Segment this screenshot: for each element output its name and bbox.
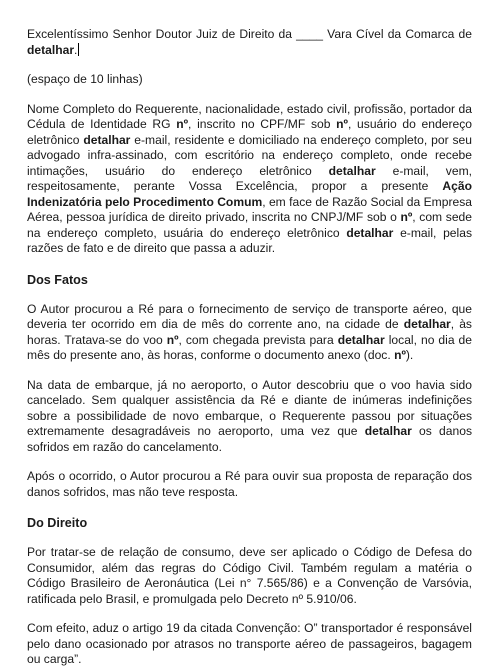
text-cursor [78, 43, 79, 56]
salutation-end: . [74, 42, 78, 57]
spacing-note: (espaço de 10 linhas) [27, 72, 143, 86]
fatos-paragraph-2: Na data de embarque, já no aeroporto, o Autor descobriu que o voo havia sido cancelado. Sem qualquer assistência da Ré e diante de inúmeras indefinições sobre a possibilidade de novo embarque, o Requerente passou por situações extremamente desagradáveis no aeroporto, uma vez que detalhar os danos sofridos em razão do cancelamento. [27, 377, 472, 454]
fatos-paragraph-3: Após o ocorrido, o Autor procurou a Ré para ouvir sua proposta de reparação dos danos sofridos, mas não teve resposta. [27, 469, 472, 499]
section-heading-do-direito: Do Direito [27, 516, 88, 530]
salutation-paragraph[interactable] [27, 27, 472, 58]
qualification-paragraph: Nome Completo do Requerente, nacionalidade, estado civil, profissão, portador da Cédula de Identidade RG nº, inscrito no CPF/MF sob nº, usuário do endereço eletrônico detalhar e-mail, residente e domiciliado na endereço completo, por seu advogado infra-assinado, com escritório na endereço completo, onde recebe intimações, usuário do endereço eletrônico detalhar e-mail, vem, respeitosamente, perante Vossa Excelência, propor a presente Ação Indenizatória pelo Procedimento Comum, em face de Razão Social da Empresa Aérea, pessoa jurídica de direito privado, inscrita no CNPJ/MF sob o nº, com sede na endereço completo, usuária do endereço eletrônico detalhar e-mail, pelas razões de fato e de direito que passa a aduzir. [27, 101, 473, 255]
section-heading-dos-fatos: Dos Fatos [27, 272, 88, 287]
direito-paragraph-1: Por tratar-se de relação de consumo, deve ser aplicado o Código de Defesa do Consumidor, além das regras do Código Civil. Também regulam a matéria o Código Brasileiro de Aeronáutica (Lei n° 7.565/86) e a Convenção de Varsóvia, ratificada pelo Brasil, e promulgada pelo Decreto nº 5.910/06. [27, 545, 472, 606]
direito-paragraph-2: Com efeito, aduz o artigo 19 da citada Convenção: O” transportador é responsável pelo dano ocasionado por atrasos no transporte aéreo de passageiros, bagagem ou carga”. [27, 621, 472, 666]
fatos-paragraph-1: O Autor procurou a Ré para o fornecimento de serviço de transporte aéreo, que deveria ter ocorrido em dia de mês do corrente ano, na cidade de detalhar, às horas. Tratava-se do voo nº, com chegada prevista para detalhar local, no dia de mês do presente ano, às horas, conforme o documento anexo (doc. nº). [27, 301, 473, 362]
salutation-bold: detalhar [27, 42, 75, 57]
salutation-text: Excelentíssimo Senhor Doutor Juiz de Direito da ____ Vara Cível da Comarca de [27, 27, 472, 41]
